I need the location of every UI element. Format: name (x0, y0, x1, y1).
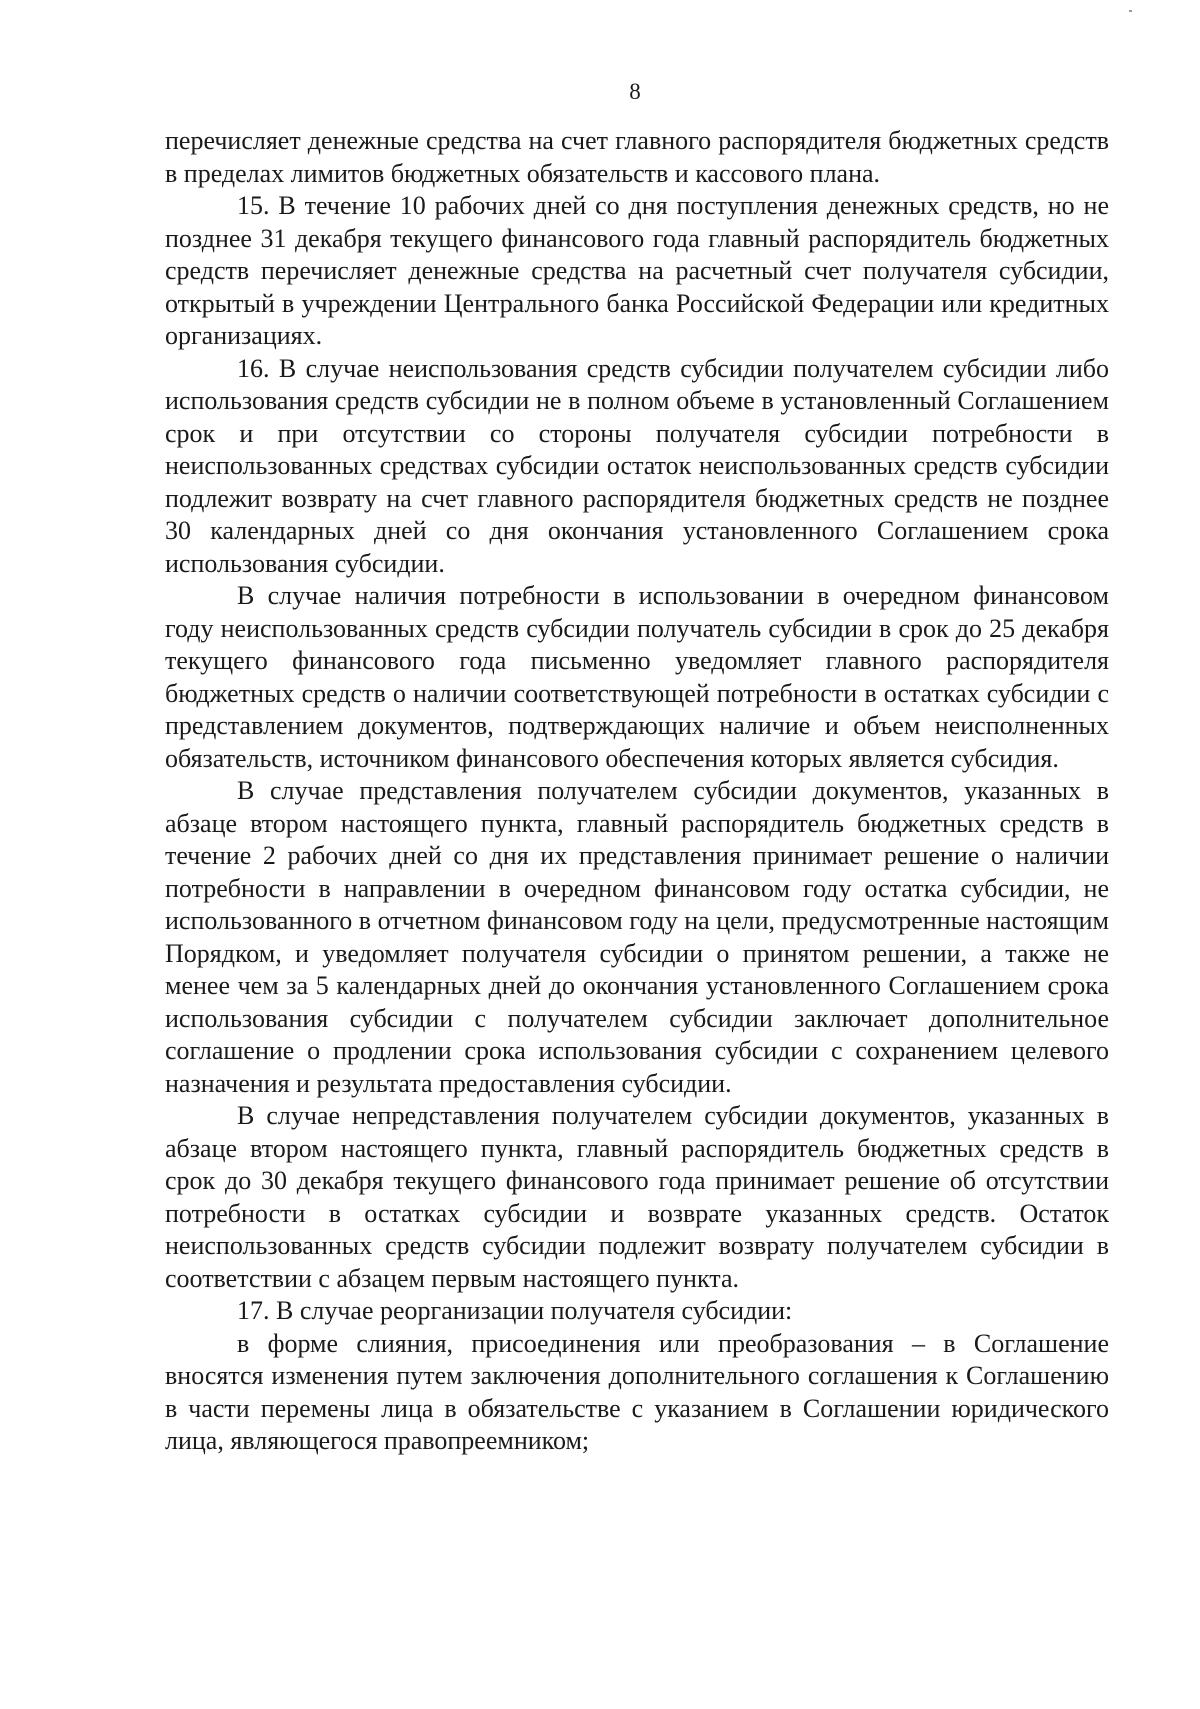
paragraph-16-fourth: В случае непредставления получателем субсидии документов, указанных в абзаце втором настоящего пункта, главный распорядитель бюджетных средств в срок до 30 декабря текущего финансового года принимает решение об отсутствии потребности в остатках субсидии и возврате указанных средств. Остаток неиспользованных средств субсидии подлежит возврату получателем субсидии в соответствии с абзацем первым настоящего пункта. (165, 1101, 1109, 1293)
paragraph-item-16: 16. В случае неиспользования средств субсидии получателем субсидии либо использования средств субсидии не в полном объеме в установленный Соглашением срок и при отсутствии со стороны получателя субсидии потребности в неиспользованных средствах субсидии остаток неиспользованных средств субсидии подлежит возврату на счет главного распорядителя бюджетных средств не позднее 30 календарных дней со дня окончания установленного Соглашением срока использования субсидии. (165, 353, 1109, 578)
paragraph-17-first: в форме слияния, присоединения или преобразования – в Соглашение вносятся изменения путем заключения дополнительного соглашения к Соглашению в части перемены лица в обязательстве с указанием в Соглашении юридического лица, являющегося правопреемником; (165, 1328, 1109, 1455)
paragraph-item-17: 17. В случае реорганизации получателя субсидии: (237, 1296, 793, 1325)
scan-mark (1129, 10, 1132, 12)
paragraph-16-second: В случае наличия потребности в использовании в очередном финансовом году неиспользованных средств субсидии получатель субсидии в срок до 25 декабря текущего финансового года письменно уведомляет главного распорядителя бюджетных средств о наличии соответствующей потребности в остатках субсидии с представлением документов, подтверждающих наличие и объем неисполненных обязательств, источником финансового обеспечения которых является субсидия. (165, 581, 1109, 773)
page-number: 8 (629, 79, 641, 104)
paragraph-item-15: 15. В течение 10 рабочих дней со дня поступления денежных средств, но не позднее 31 декабря текущего финансового года главный распорядитель бюджетных средств перечисляет денежные средства на расчетный счет получателя субсидии, открытый в учреждении Центрального банка Российской Федерации или кредитных организациях. (165, 191, 1109, 350)
document-body (165, 125, 1109, 1458)
paragraph-16-third: В случае представления получателем субсидии документов, указанных в абзаце втором настоящего пункта, главный распорядитель бюджетных средств в течение 2 рабочих дней со дня их представления принимает решение о наличии потребности в направлении в очередном финансовом году остатка субсидии, не использованного в отчетном финансовом году на цели, предусмотренные настоящим Порядком, и уведомляет получателя субсидии о принятом решении, а также не менее чем за 5 календарных дней до окончания установленного Соглашением срока использования субсидии с получателем субсидии заключает дополнительное соглашение о продлении срока использования субсидии с сохранением целевого назначения и результата предоставления субсидии. (165, 776, 1109, 1098)
paragraph-continuation: перечисляет денежные средства на счет главного распорядителя бюджетных средств в пределах лимитов бюджетных обязательств и кассового плана. (165, 126, 1109, 188)
